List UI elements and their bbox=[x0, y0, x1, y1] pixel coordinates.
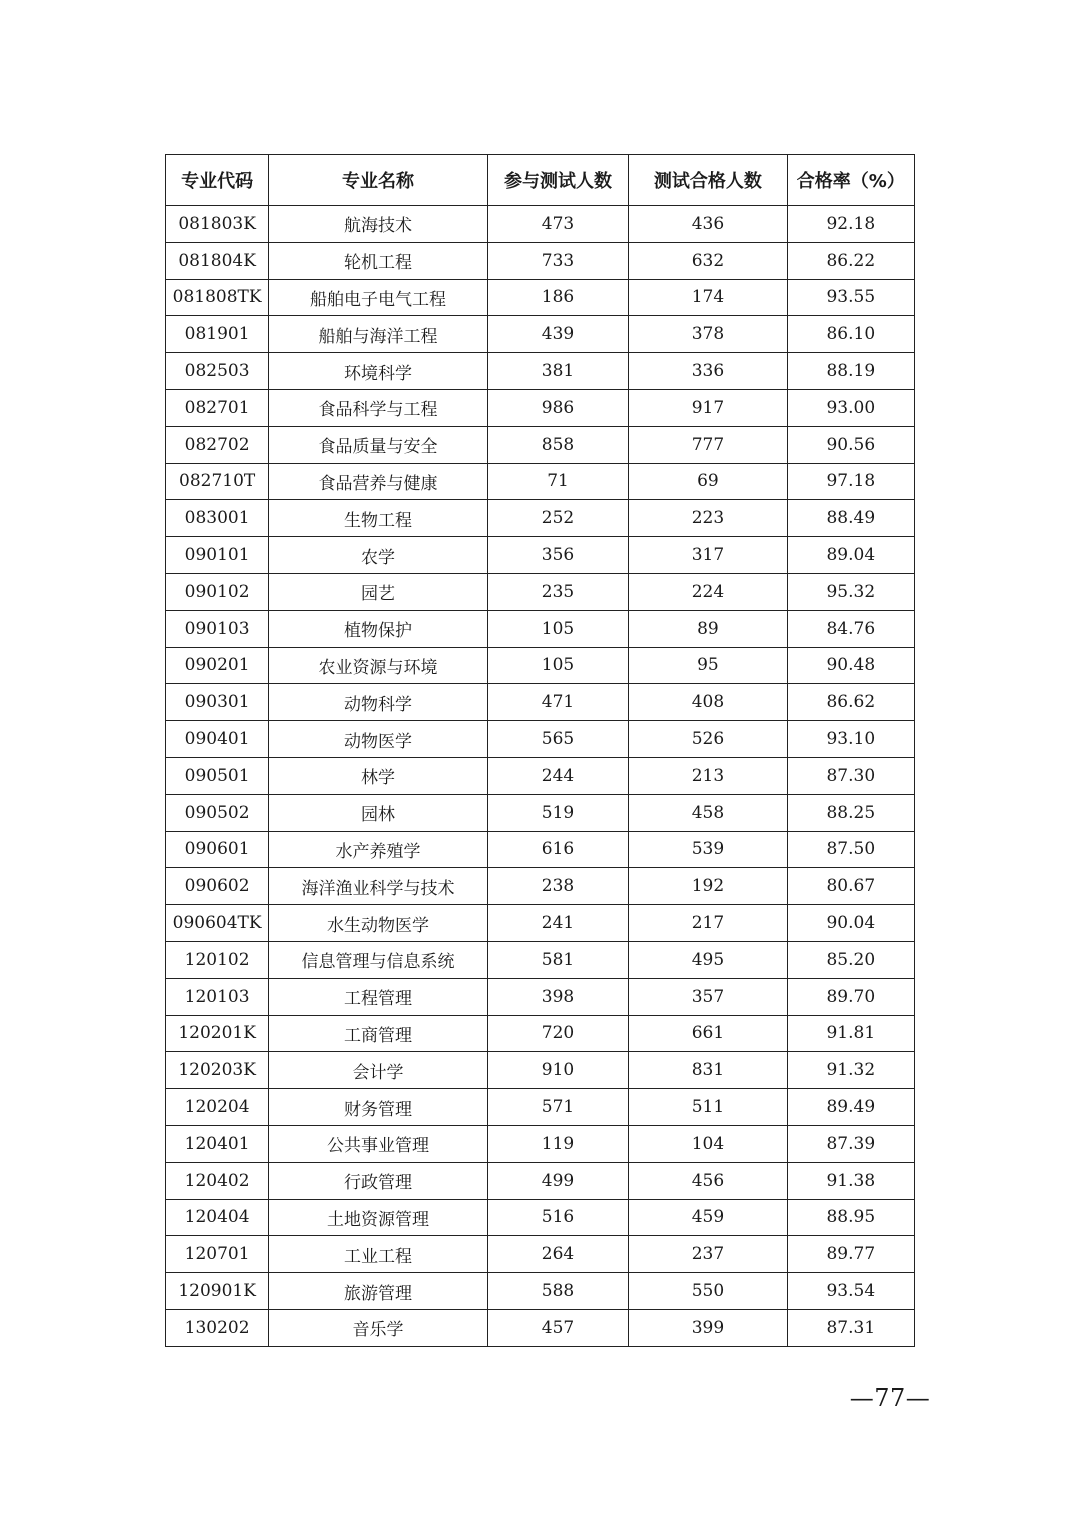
cell-passed: 357 bbox=[629, 978, 787, 1015]
cell-major-code: 120402 bbox=[166, 1162, 269, 1199]
cell-major-name: 园林 bbox=[269, 794, 488, 831]
cell-major-name: 轮机工程 bbox=[269, 242, 488, 279]
cell-major-name: 农业资源与环境 bbox=[269, 647, 488, 684]
cell-participants: 581 bbox=[487, 941, 628, 978]
table-body bbox=[166, 206, 915, 1347]
cell-participants: 519 bbox=[487, 794, 628, 831]
cell-pass-rate: 87.50 bbox=[787, 831, 914, 868]
cell-participants: 238 bbox=[487, 868, 628, 905]
cell-passed: 459 bbox=[629, 1199, 787, 1236]
cell-pass-rate: 97.18 bbox=[787, 463, 914, 500]
cell-major-code: 082710T bbox=[166, 463, 269, 500]
cell-major-code: 090101 bbox=[166, 537, 269, 574]
cell-major-name: 生物工程 bbox=[269, 500, 488, 537]
cell-pass-rate: 87.30 bbox=[787, 757, 914, 794]
table-row bbox=[166, 463, 915, 500]
cell-major-name: 工业工程 bbox=[269, 1236, 488, 1273]
cell-pass-rate: 84.76 bbox=[787, 610, 914, 647]
cell-participants: 381 bbox=[487, 353, 628, 390]
cell-pass-rate: 93.10 bbox=[787, 721, 914, 758]
cell-participants: 235 bbox=[487, 573, 628, 610]
table-row bbox=[166, 1015, 915, 1052]
cell-passed: 223 bbox=[629, 500, 787, 537]
cell-pass-rate: 88.49 bbox=[787, 500, 914, 537]
cell-pass-rate: 85.20 bbox=[787, 941, 914, 978]
cell-passed: 456 bbox=[629, 1162, 787, 1199]
cell-pass-rate: 89.77 bbox=[787, 1236, 914, 1273]
table-row bbox=[166, 500, 915, 537]
cell-major-code: 090604TK bbox=[166, 905, 269, 942]
cell-major-name: 水生动物医学 bbox=[269, 905, 488, 942]
cell-major-name: 植物保护 bbox=[269, 610, 488, 647]
cell-major-name: 动物科学 bbox=[269, 684, 488, 721]
cell-passed: 777 bbox=[629, 426, 787, 463]
cell-pass-rate: 93.00 bbox=[787, 389, 914, 426]
cell-major-code: 090502 bbox=[166, 794, 269, 831]
cell-participants: 186 bbox=[487, 279, 628, 316]
table-row bbox=[166, 941, 915, 978]
table-row bbox=[166, 242, 915, 279]
cell-pass-rate: 88.19 bbox=[787, 353, 914, 390]
table-row bbox=[166, 1199, 915, 1236]
cell-passed: 408 bbox=[629, 684, 787, 721]
cell-participants: 858 bbox=[487, 426, 628, 463]
cell-major-name: 航海技术 bbox=[269, 206, 488, 243]
cell-participants: 457 bbox=[487, 1309, 628, 1346]
table-row bbox=[166, 757, 915, 794]
table-row bbox=[166, 1089, 915, 1126]
header-pass-rate: 合格率（%） bbox=[787, 155, 914, 206]
table-row bbox=[166, 206, 915, 243]
cell-major-code: 090401 bbox=[166, 721, 269, 758]
cell-major-name: 动物医学 bbox=[269, 721, 488, 758]
cell-major-code: 081808TK bbox=[166, 279, 269, 316]
cell-participants: 616 bbox=[487, 831, 628, 868]
cell-major-name: 水产养殖学 bbox=[269, 831, 488, 868]
cell-participants: 439 bbox=[487, 316, 628, 353]
cell-passed: 495 bbox=[629, 941, 787, 978]
table-row bbox=[166, 1052, 915, 1089]
cell-passed: 831 bbox=[629, 1052, 787, 1089]
cell-participants: 244 bbox=[487, 757, 628, 794]
cell-major-name: 食品科学与工程 bbox=[269, 389, 488, 426]
cell-passed: 192 bbox=[629, 868, 787, 905]
cell-major-name: 船舶电子电气工程 bbox=[269, 279, 488, 316]
table-row bbox=[166, 794, 915, 831]
cell-participants: 473 bbox=[487, 206, 628, 243]
cell-major-code: 081901 bbox=[166, 316, 269, 353]
cell-major-code: 090102 bbox=[166, 573, 269, 610]
cell-pass-rate: 89.04 bbox=[787, 537, 914, 574]
cell-major-name: 会计学 bbox=[269, 1052, 488, 1089]
cell-major-code: 081804K bbox=[166, 242, 269, 279]
cell-participants: 264 bbox=[487, 1236, 628, 1273]
table-row bbox=[166, 353, 915, 390]
cell-passed: 436 bbox=[629, 206, 787, 243]
results-table bbox=[165, 154, 915, 1347]
table-row bbox=[166, 905, 915, 942]
page-number: —77— bbox=[849, 1384, 931, 1412]
cell-passed: 336 bbox=[629, 353, 787, 390]
cell-major-code: 090501 bbox=[166, 757, 269, 794]
cell-major-code: 083001 bbox=[166, 500, 269, 537]
cell-pass-rate: 90.56 bbox=[787, 426, 914, 463]
table-row bbox=[166, 316, 915, 353]
cell-major-code: 120901K bbox=[166, 1273, 269, 1310]
cell-pass-rate: 91.32 bbox=[787, 1052, 914, 1089]
cell-passed: 458 bbox=[629, 794, 787, 831]
cell-major-code: 120201K bbox=[166, 1015, 269, 1052]
cell-major-code: 090301 bbox=[166, 684, 269, 721]
cell-pass-rate: 89.49 bbox=[787, 1089, 914, 1126]
cell-passed: 550 bbox=[629, 1273, 787, 1310]
cell-passed: 399 bbox=[629, 1309, 787, 1346]
cell-pass-rate: 90.04 bbox=[787, 905, 914, 942]
cell-participants: 720 bbox=[487, 1015, 628, 1052]
cell-pass-rate: 92.18 bbox=[787, 206, 914, 243]
table-row bbox=[166, 647, 915, 684]
cell-major-code: 120204 bbox=[166, 1089, 269, 1126]
cell-passed: 237 bbox=[629, 1236, 787, 1273]
cell-major-code: 090201 bbox=[166, 647, 269, 684]
cell-major-name: 工商管理 bbox=[269, 1015, 488, 1052]
cell-pass-rate: 89.70 bbox=[787, 978, 914, 1015]
header-participants: 参与测试人数 bbox=[487, 155, 628, 206]
table-header-row bbox=[166, 155, 915, 206]
cell-participants: 105 bbox=[487, 610, 628, 647]
cell-passed: 632 bbox=[629, 242, 787, 279]
cell-participants: 986 bbox=[487, 389, 628, 426]
cell-passed: 95 bbox=[629, 647, 787, 684]
cell-passed: 224 bbox=[629, 573, 787, 610]
cell-pass-rate: 88.25 bbox=[787, 794, 914, 831]
table-row bbox=[166, 1236, 915, 1273]
cell-passed: 917 bbox=[629, 389, 787, 426]
cell-major-name: 工程管理 bbox=[269, 978, 488, 1015]
cell-pass-rate: 87.39 bbox=[787, 1125, 914, 1162]
cell-major-name: 林学 bbox=[269, 757, 488, 794]
cell-pass-rate: 80.67 bbox=[787, 868, 914, 905]
cell-passed: 217 bbox=[629, 905, 787, 942]
cell-passed: 661 bbox=[629, 1015, 787, 1052]
table-row bbox=[166, 426, 915, 463]
cell-participants: 471 bbox=[487, 684, 628, 721]
table-row bbox=[166, 831, 915, 868]
table-row bbox=[166, 868, 915, 905]
cell-major-code: 082701 bbox=[166, 389, 269, 426]
cell-passed: 378 bbox=[629, 316, 787, 353]
cell-major-name: 食品营养与健康 bbox=[269, 463, 488, 500]
header-major-name: 专业名称 bbox=[269, 155, 488, 206]
table-row bbox=[166, 573, 915, 610]
cell-pass-rate: 88.95 bbox=[787, 1199, 914, 1236]
cell-major-name: 船舶与海洋工程 bbox=[269, 316, 488, 353]
table-row bbox=[166, 978, 915, 1015]
cell-major-code: 120701 bbox=[166, 1236, 269, 1273]
cell-pass-rate: 93.54 bbox=[787, 1273, 914, 1310]
cell-major-name: 园艺 bbox=[269, 573, 488, 610]
cell-participants: 119 bbox=[487, 1125, 628, 1162]
header-major-code: 专业代码 bbox=[166, 155, 269, 206]
table-row bbox=[166, 721, 915, 758]
cell-major-name: 旅游管理 bbox=[269, 1273, 488, 1310]
cell-pass-rate: 90.48 bbox=[787, 647, 914, 684]
cell-major-code: 090601 bbox=[166, 831, 269, 868]
cell-major-code: 120401 bbox=[166, 1125, 269, 1162]
cell-major-code: 090103 bbox=[166, 610, 269, 647]
cell-participants: 565 bbox=[487, 721, 628, 758]
cell-major-code: 082702 bbox=[166, 426, 269, 463]
table-row bbox=[166, 684, 915, 721]
cell-passed: 174 bbox=[629, 279, 787, 316]
cell-participants: 910 bbox=[487, 1052, 628, 1089]
cell-participants: 733 bbox=[487, 242, 628, 279]
cell-major-code: 082503 bbox=[166, 353, 269, 390]
cell-passed: 213 bbox=[629, 757, 787, 794]
cell-participants: 516 bbox=[487, 1199, 628, 1236]
table-row bbox=[166, 537, 915, 574]
cell-major-name: 公共事业管理 bbox=[269, 1125, 488, 1162]
cell-participants: 499 bbox=[487, 1162, 628, 1199]
table-row bbox=[166, 279, 915, 316]
cell-major-name: 信息管理与信息系统 bbox=[269, 941, 488, 978]
cell-participants: 588 bbox=[487, 1273, 628, 1310]
cell-pass-rate: 87.31 bbox=[787, 1309, 914, 1346]
cell-major-code: 130202 bbox=[166, 1309, 269, 1346]
cell-major-code: 120203K bbox=[166, 1052, 269, 1089]
cell-passed: 89 bbox=[629, 610, 787, 647]
table-row bbox=[166, 389, 915, 426]
cell-passed: 526 bbox=[629, 721, 787, 758]
cell-major-name: 音乐学 bbox=[269, 1309, 488, 1346]
cell-passed: 317 bbox=[629, 537, 787, 574]
table-row bbox=[166, 1125, 915, 1162]
header-passed: 测试合格人数 bbox=[629, 155, 787, 206]
cell-major-name: 海洋渔业科学与技术 bbox=[269, 868, 488, 905]
table-row bbox=[166, 1273, 915, 1310]
table-row bbox=[166, 1309, 915, 1346]
cell-major-code: 081803K bbox=[166, 206, 269, 243]
cell-pass-rate: 86.22 bbox=[787, 242, 914, 279]
cell-participants: 398 bbox=[487, 978, 628, 1015]
cell-participants: 571 bbox=[487, 1089, 628, 1126]
cell-major-name: 土地资源管理 bbox=[269, 1199, 488, 1236]
cell-major-code: 120102 bbox=[166, 941, 269, 978]
cell-pass-rate: 93.55 bbox=[787, 279, 914, 316]
table-row bbox=[166, 1162, 915, 1199]
cell-major-name: 环境科学 bbox=[269, 353, 488, 390]
cell-pass-rate: 91.81 bbox=[787, 1015, 914, 1052]
cell-pass-rate: 91.38 bbox=[787, 1162, 914, 1199]
cell-passed: 69 bbox=[629, 463, 787, 500]
cell-participants: 356 bbox=[487, 537, 628, 574]
cell-major-name: 行政管理 bbox=[269, 1162, 488, 1199]
cell-pass-rate: 86.62 bbox=[787, 684, 914, 721]
cell-participants: 241 bbox=[487, 905, 628, 942]
cell-participants: 252 bbox=[487, 500, 628, 537]
cell-major-code: 120404 bbox=[166, 1199, 269, 1236]
cell-passed: 511 bbox=[629, 1089, 787, 1126]
cell-pass-rate: 86.10 bbox=[787, 316, 914, 353]
cell-major-name: 财务管理 bbox=[269, 1089, 488, 1126]
cell-major-name: 食品质量与安全 bbox=[269, 426, 488, 463]
cell-major-code: 090602 bbox=[166, 868, 269, 905]
cell-participants: 105 bbox=[487, 647, 628, 684]
cell-pass-rate: 95.32 bbox=[787, 573, 914, 610]
cell-participants: 71 bbox=[487, 463, 628, 500]
cell-passed: 104 bbox=[629, 1125, 787, 1162]
table-row bbox=[166, 610, 915, 647]
cell-passed: 539 bbox=[629, 831, 787, 868]
cell-major-code: 120103 bbox=[166, 978, 269, 1015]
cell-major-name: 农学 bbox=[269, 537, 488, 574]
